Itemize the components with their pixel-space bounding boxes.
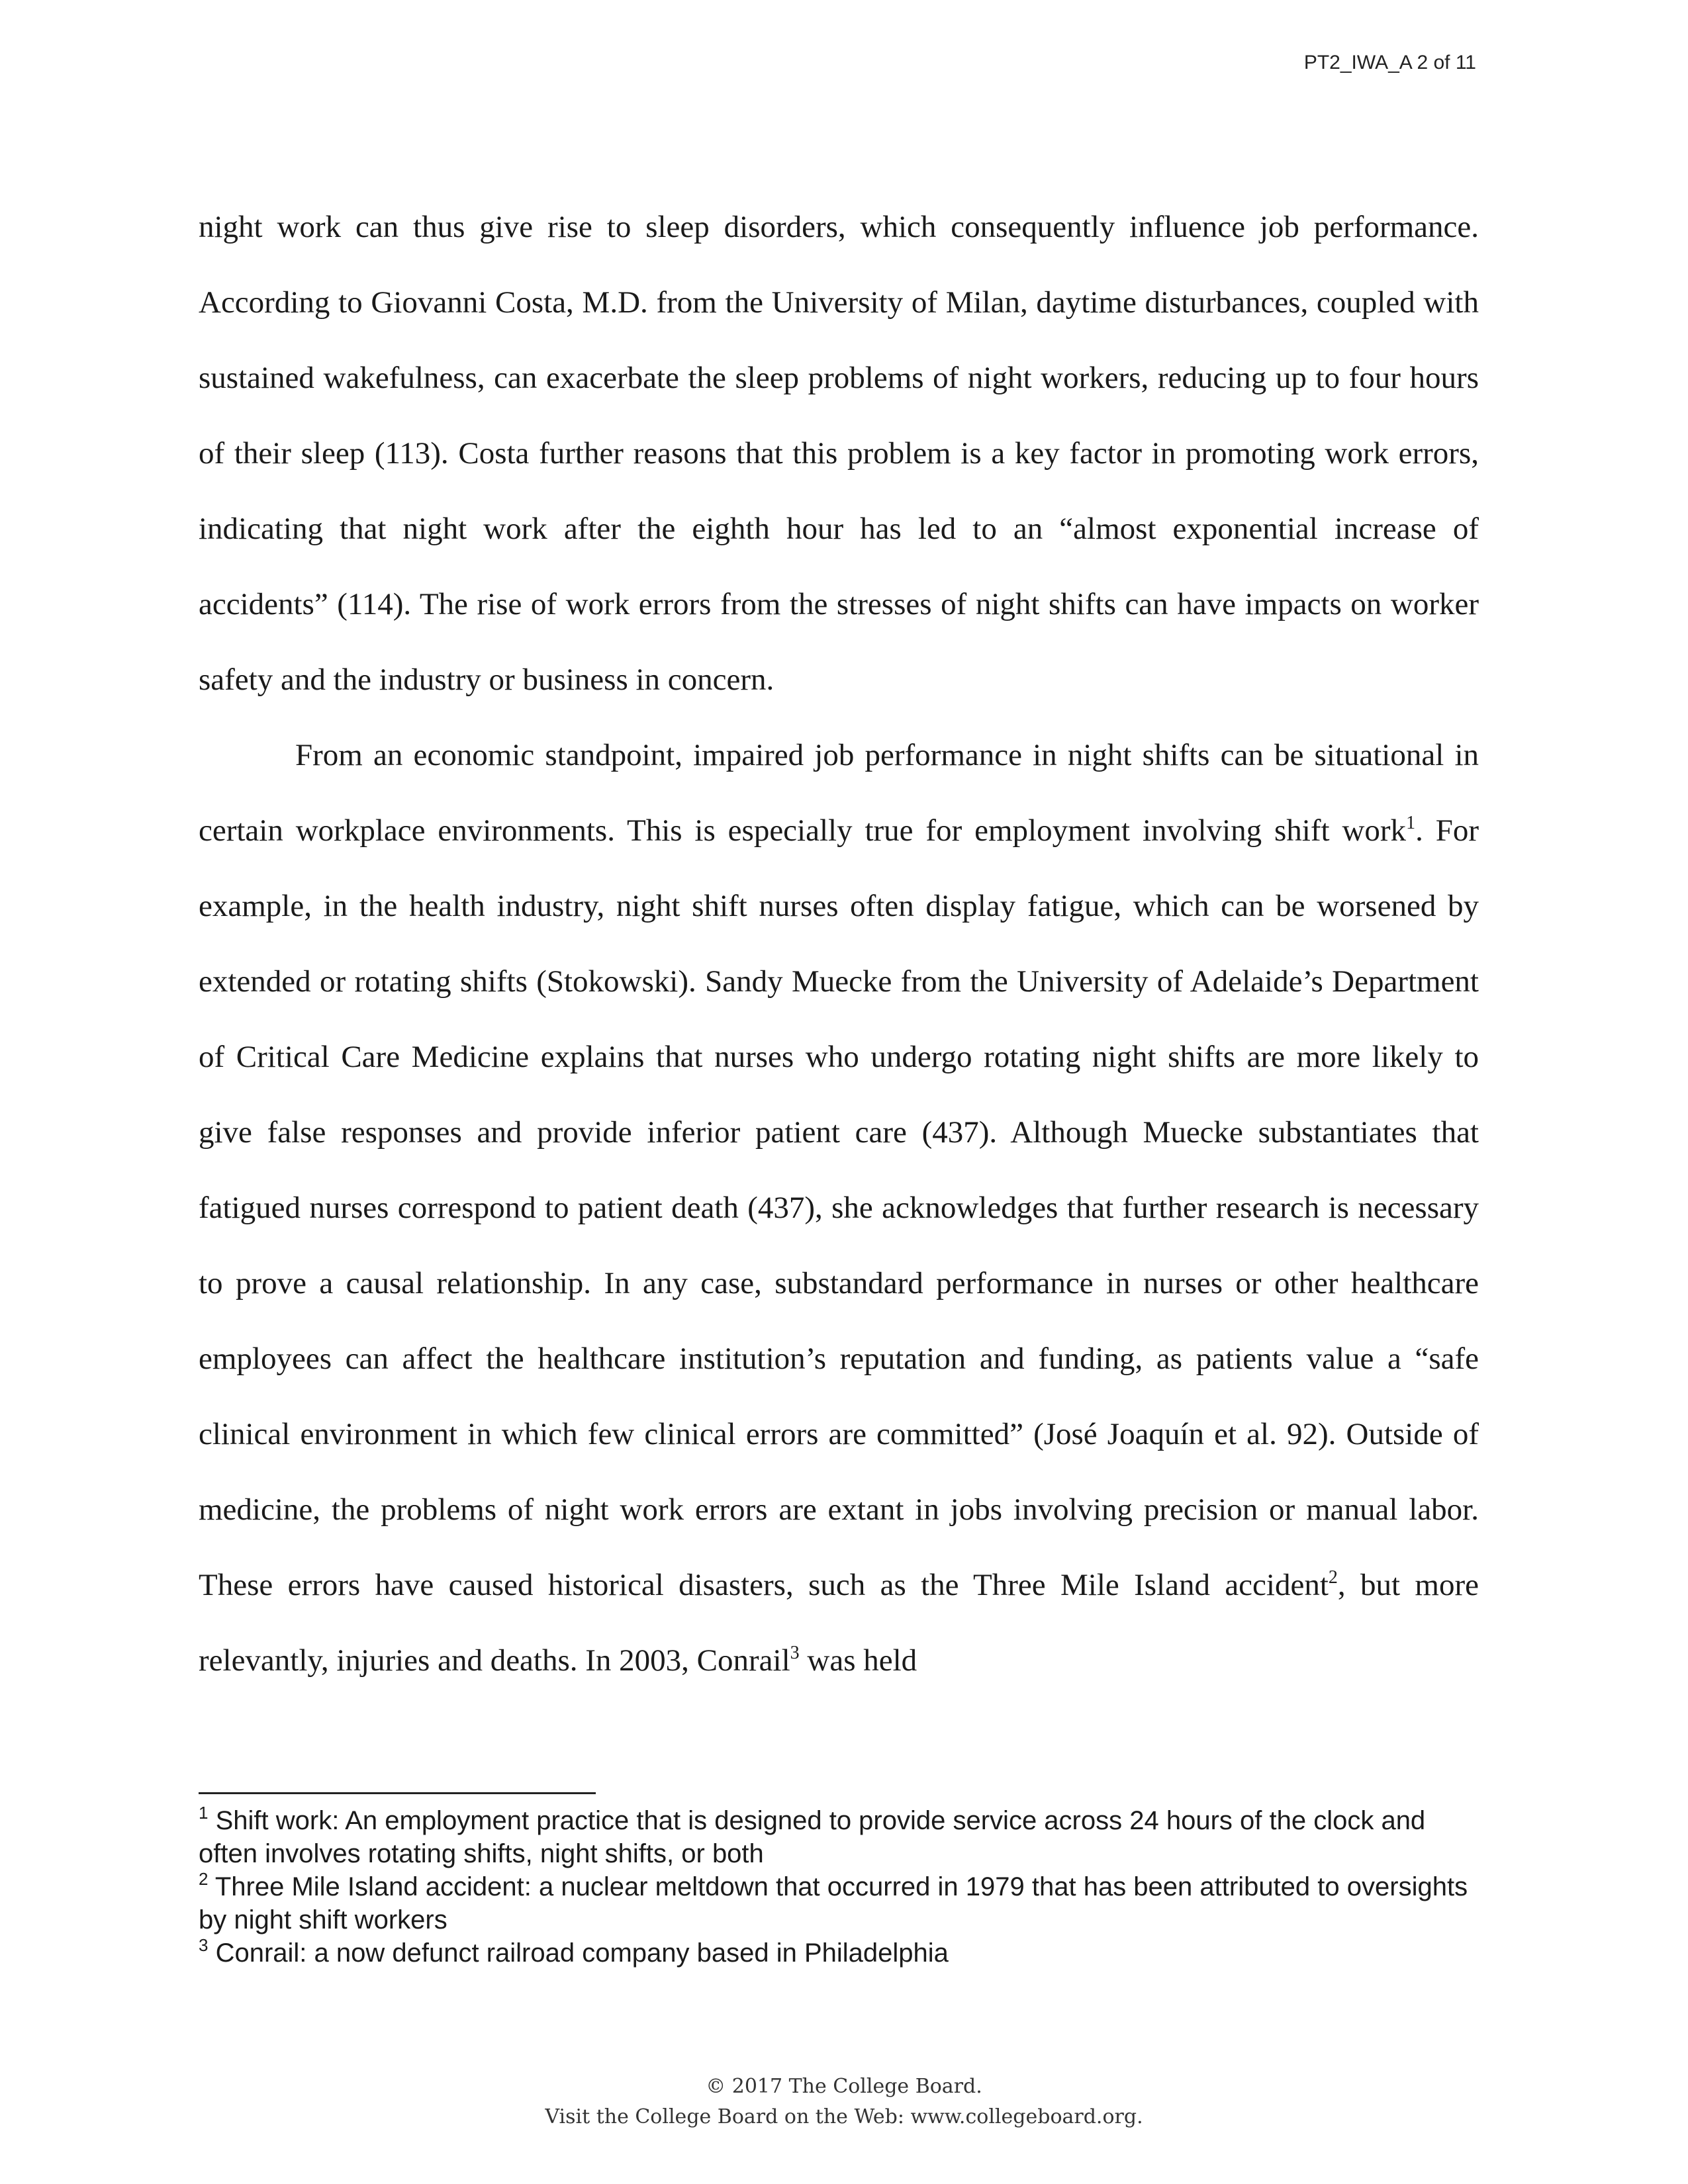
footnote-separator xyxy=(199,1792,596,1794)
footnote-3 xyxy=(199,1936,1479,1970)
footnote-text: Shift work: An employment practice that is designed to provide service across 24 hours of the clock and often involves rotating shifts, night shifts, or both xyxy=(199,1806,1426,1868)
page-header xyxy=(1304,52,1476,74)
footnote-number: 2 xyxy=(199,1869,209,1889)
paragraph-2-text-a: From an economic standpoint, impaired job performance in night shifts can be situational in certain workplace environments. This is especially true for employment involving shift work xyxy=(199,738,1479,848)
copyright-notice: © 2017 The College Board. xyxy=(706,2075,982,2098)
footnote-text: Conrail: a now defunct railroad company based in Philadelphia xyxy=(208,1938,949,1968)
footnote-number: 3 xyxy=(199,1935,209,1955)
essay-body xyxy=(199,189,1479,1698)
website-notice: Visit the College Board on the Web: www.collegeboard.org. xyxy=(545,2105,1143,2128)
footnote-ref-3: 3 xyxy=(790,1643,800,1663)
paragraph-2-text-d: was held xyxy=(799,1643,917,1678)
footnote-ref-2: 2 xyxy=(1328,1567,1338,1588)
page-label: PT2_IWA_A 2 of 11 xyxy=(1303,52,1476,73)
footnote-ref-1: 1 xyxy=(1406,813,1416,833)
paragraph-2 xyxy=(199,717,1479,1698)
footnotes xyxy=(199,1804,1479,1970)
footnote-2 xyxy=(199,1870,1479,1936)
paragraph-1: night work can thus give rise to sleep disorders, which consequently influence job performance. According to Giovanni Costa, M.D. from the University of Milan, daytime disturbances, coupled with sustained wakefulness, can exacerbate the sleep problems of night workers, reducing up to four hours of their sleep (113). Costa further reasons that this problem is a key factor in promoting work errors, indicating that night work after the eighth hour has led to an “almost exponential increase of accidents” (114). The rise of work errors from the stresses of night shifts can have impacts on worker safety and the industry or business in concern. xyxy=(199,210,1479,697)
footnote-1 xyxy=(199,1804,1479,1870)
footnote-text: Three Mile Island accident: a nuclear meltdown that occurred in 1979 that has been attributed to oversights by night shift workers xyxy=(199,1872,1468,1934)
paragraph-2-text-c: , but more relevantly, injuries and deaths. In 2003, Conrail xyxy=(199,1568,1479,1678)
footnote-number: 1 xyxy=(199,1803,209,1823)
page-footer xyxy=(0,2071,1688,2132)
paragraph-2-text-b: . For example, in the health industry, night shift nurses often display fatigue, which can be worsened by extended or rotating shifts (Stokowski). Sandy Muecke from the University of Adelaide’s Department of Critical Care Medicine explains that nurses who undergo rotating night shifts are more likely to give false responses and provide inferior patient care (437). Although Muecke substantiates that fatigued nurses correspond to patient death (437), she acknowledges that further research is necessary to prove a causal relationship. In any case, substandard performance in nurses or other healthcare employees can affect the healthcare institution’s reputation and funding, as patients value a “safe clinical environment in which few clinical errors are committed” (José Joaquín et al. 92). Outside of medicine, the problems of night work errors are extant in jobs involving precision or manual labor. These errors have caused historical disasters, such as the Three Mile Island accident xyxy=(199,813,1479,1602)
